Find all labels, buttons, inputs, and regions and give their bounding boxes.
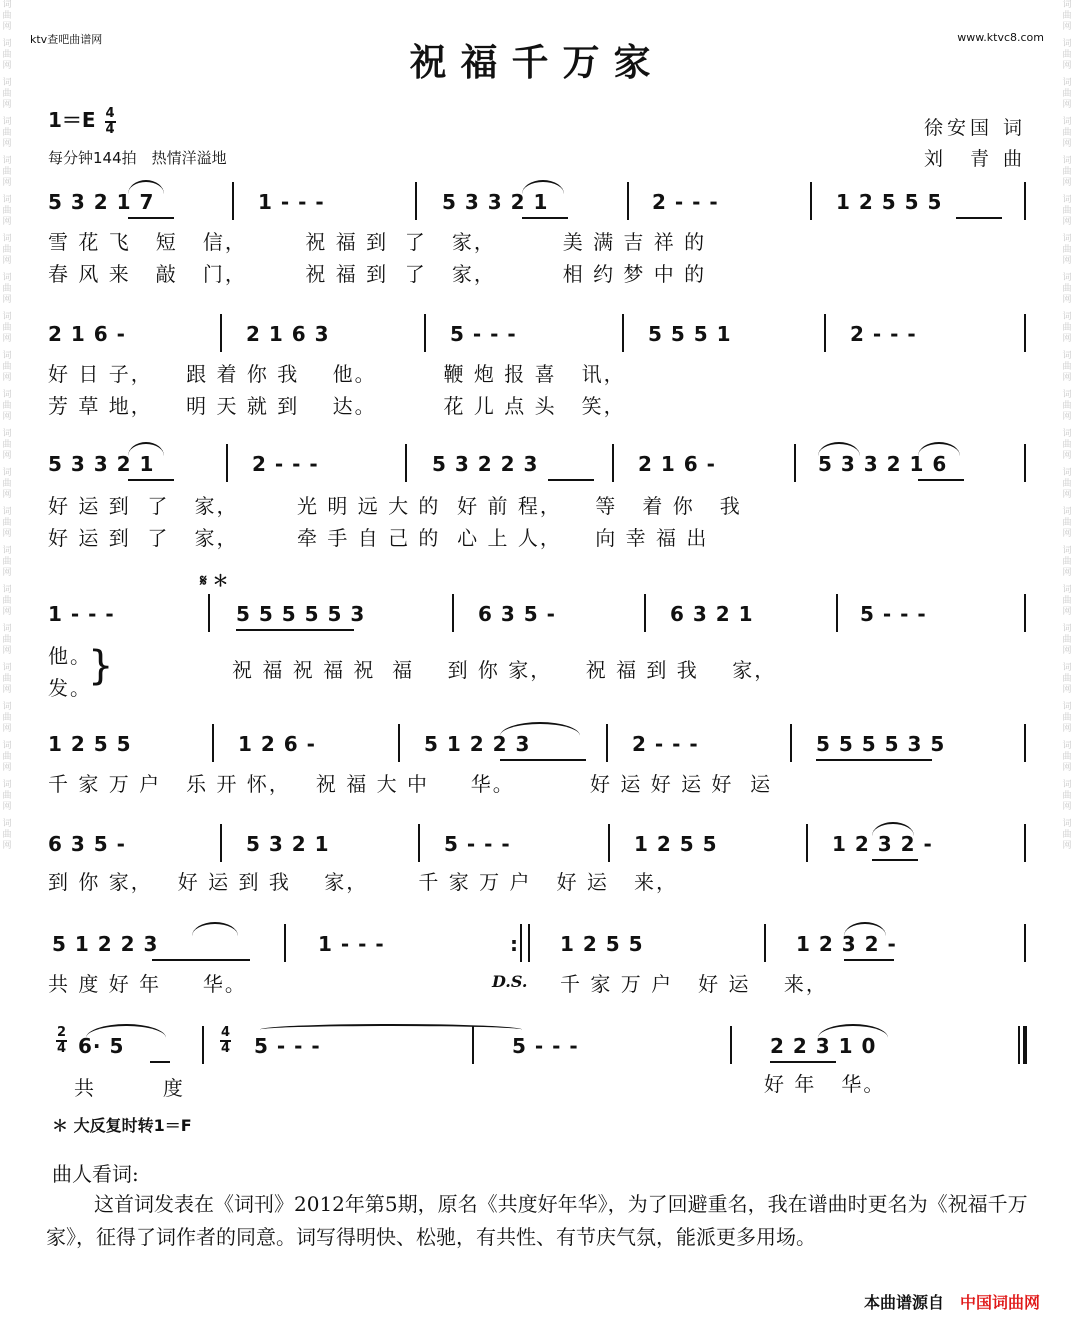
measure-5: 5 - - - <box>860 602 927 626</box>
beam-line <box>844 959 894 961</box>
lyric-line: 千 家 万 户 乐 开 怀， 祝 福 大 中 华。 好 运 好 运 好 运 <box>48 772 773 796</box>
ds-marking: D.S. <box>492 972 528 991</box>
meter-numerator: 2 <box>57 1025 67 1040</box>
measure-4: 6 3 2 1 <box>670 602 754 626</box>
beam-line <box>152 959 250 961</box>
side-watermark-text: 词曲网 <box>2 702 12 734</box>
slur <box>128 180 164 194</box>
verse-brace: } <box>88 643 114 689</box>
side-watermark-text: 词曲网 <box>1062 429 1072 461</box>
beam-line <box>522 217 568 219</box>
barline <box>284 924 286 962</box>
measure-2: 5 5 5 5 5 3 <box>236 602 366 626</box>
slur <box>918 442 960 456</box>
measure-1: 2 1 6 - <box>48 322 126 346</box>
barline <box>764 924 766 962</box>
barline <box>220 824 222 862</box>
side-watermark-text: 词曲网 <box>2 39 12 71</box>
beam-line <box>770 1061 836 1063</box>
slur <box>818 1024 888 1038</box>
barline <box>730 1026 732 1064</box>
side-watermark-text: 词曲网 <box>1062 819 1072 851</box>
barline <box>452 594 454 632</box>
barline <box>232 182 234 220</box>
side-watermark-text: 词曲网 <box>2 117 12 149</box>
repeat-dots: : <box>510 932 518 956</box>
footnote: ＊ 大反复时转1＝F <box>52 1116 192 1135</box>
measure-4: 1 2 3 2 - <box>796 932 897 956</box>
barline <box>1024 824 1026 862</box>
beam-line <box>918 479 964 481</box>
measure-2: 1 - - - <box>258 190 325 214</box>
meter-numerator: 4 <box>221 1025 231 1040</box>
slur <box>128 442 164 456</box>
side-watermark-text: 词曲网 <box>2 0 12 32</box>
beam-line <box>128 217 174 219</box>
repeat-barline <box>520 924 530 962</box>
measure-5: 1 2 5 5 5 <box>836 190 943 214</box>
beam-line <box>816 759 932 761</box>
slur <box>522 180 564 194</box>
slur <box>818 442 860 456</box>
side-watermark-text: 词曲网 <box>1062 156 1072 188</box>
measure-5: 5 5 5 5 3 5 <box>816 732 946 756</box>
lyric-verse-1: 好 日 子， 跟 着 你 我 他。 鞭 炮 报 喜 讯， <box>48 362 626 386</box>
side-watermark-text: 词曲网 <box>1062 468 1072 500</box>
side-watermark-text: 词曲网 <box>2 546 12 578</box>
lyricist-credit: 徐安国 词 <box>923 117 1026 139</box>
barline <box>612 444 614 482</box>
side-watermark-text: 词曲网 <box>2 819 12 851</box>
barline <box>212 724 214 762</box>
side-watermark-text: 词曲网 <box>1062 351 1072 383</box>
time-signature <box>105 107 116 137</box>
site-tag-right[interactable]: www.ktvc8.com <box>957 31 1044 44</box>
comment-text: 这首词发表在《词刊》2012年第5期，原名《共度好年华》，为了回避重名，我在谱曲时更名为《祝福千万家》，征得了词作者的同意。词写得明快、松驰，有共性、有节庆气氛，能派更多用场。 <box>46 1192 1028 1249</box>
measure-3: 5 1 2 2 3 <box>424 732 531 756</box>
measure-2: 2 1 6 3 <box>246 322 330 346</box>
barline <box>836 594 838 632</box>
lyric-line-ds: 千 家 万 户 好 运 来， <box>560 972 828 996</box>
measure-3: 5 3 2 2 3 <box>432 452 539 476</box>
meter-denominator: 4 <box>57 1041 67 1056</box>
time-signature <box>220 1026 231 1056</box>
side-watermark-text: 词曲网 <box>2 156 12 188</box>
measure-5: 2 - - - <box>850 322 917 346</box>
lyric-line-end: 好 年 华。 <box>764 1072 886 1096</box>
beam-line <box>548 479 594 481</box>
beam-line <box>500 759 586 761</box>
barline <box>208 594 210 632</box>
measure-1: 5 3 3 2 1 <box>48 452 155 476</box>
measure-4: 2 - - - <box>632 732 699 756</box>
key-signature <box>48 104 116 137</box>
lyric-line: 共 度 <box>74 1076 185 1100</box>
barline <box>424 314 426 352</box>
side-watermark-text: 词曲网 <box>2 390 12 422</box>
side-watermark-text: 词曲网 <box>1062 780 1072 812</box>
lyric-verse-2: 发。 <box>48 676 92 700</box>
composer-credit: 刘 青 曲 <box>923 148 1026 170</box>
side-watermark-right <box>1060 0 1074 1338</box>
meter-denominator: 4 <box>221 1041 231 1056</box>
side-watermark-text: 词曲网 <box>1062 39 1072 71</box>
barline <box>790 724 792 762</box>
side-watermark-text: 词曲网 <box>2 741 12 773</box>
measure-3: 5 - - - <box>444 832 511 856</box>
barline <box>608 824 610 862</box>
side-watermark-text: 词曲网 <box>1062 546 1072 578</box>
measure-1: 5 3 2 1 7 <box>48 190 155 214</box>
comment-heading: 曲人看词: <box>52 1162 139 1186</box>
side-watermark-text: 词曲网 <box>2 312 12 344</box>
side-watermark-text: 词曲网 <box>1062 507 1072 539</box>
segno-marks: 𝄋 ＊ <box>200 571 229 590</box>
measure-4: 2 1 6 - <box>638 452 716 476</box>
measure-1: 6· 5 <box>78 1034 125 1058</box>
measure-1: 5 1 2 2 3 <box>52 932 159 956</box>
side-watermark-text: 词曲网 <box>2 195 12 227</box>
lyric-verse-2: 好 运 到 了 家， 牵 手 自 己 的 心 上 人， 向 幸 福 出 <box>48 526 709 550</box>
side-watermark-text: 词曲网 <box>2 468 12 500</box>
barline <box>220 314 222 352</box>
barline <box>606 724 608 762</box>
lyric-verse-2: 芳 草 地， 明 天 就 到 达。 花 儿 点 头 笑， <box>48 394 626 418</box>
side-watermark-left <box>0 0 14 1338</box>
side-watermark-text: 词曲网 <box>1062 0 1072 32</box>
slur <box>500 722 580 736</box>
measure-3: 1 2 5 5 <box>560 932 644 956</box>
side-watermark-text: 词曲网 <box>1062 273 1072 305</box>
measure-2: 1 - - - <box>318 932 385 956</box>
beam-line <box>872 859 918 861</box>
lyric-chorus: 祝 福 祝 福 祝 福 到 你 家， 祝 福 到 我 家， <box>232 658 777 682</box>
measure-3: 5 - - - <box>450 322 517 346</box>
side-watermark-text: 词曲网 <box>2 624 12 656</box>
slur <box>844 922 886 936</box>
side-watermark-text: 词曲网 <box>1062 78 1072 110</box>
measure-3: 5 - - - <box>512 1034 579 1058</box>
measure-2: 2 - - - <box>252 452 319 476</box>
barline <box>824 314 826 352</box>
barline <box>398 724 400 762</box>
barline <box>415 182 417 220</box>
key-text: 1＝E <box>48 108 96 132</box>
measure-4: 1 2 5 5 <box>634 832 718 856</box>
measure-5: 5 3 3 2 1 6 <box>818 452 948 476</box>
measure-5: 1 2 3 2 - <box>832 832 933 856</box>
measure-4: 2 2 3 1 0 <box>770 1034 877 1058</box>
side-watermark-text: 词曲网 <box>1062 624 1072 656</box>
barline <box>226 444 228 482</box>
barline <box>806 824 808 862</box>
side-watermark-text: 词曲网 <box>1062 390 1072 422</box>
side-watermark-text: 词曲网 <box>1062 585 1072 617</box>
slur <box>872 822 914 836</box>
tempo-marking: 每分钟144拍 热情洋溢地 <box>48 149 227 167</box>
measure-4: 2 - - - <box>652 190 719 214</box>
side-watermark-text: 词曲网 <box>2 780 12 812</box>
barline <box>622 314 624 352</box>
side-watermark-text: 词曲网 <box>1062 702 1072 734</box>
side-watermark-text: 词曲网 <box>2 273 12 305</box>
lyric-line: 到 你 家， 好 运 到 我 家， 千 家 万 户 好 运 来， <box>48 870 679 894</box>
measure-2: 1 2 6 - <box>238 732 316 756</box>
barline <box>1024 182 1026 220</box>
side-watermark-text: 词曲网 <box>1062 312 1072 344</box>
barline <box>405 444 407 482</box>
lyric-verse-1: 他。 <box>48 644 92 668</box>
lyric-verse-1: 好 运 到 了 家， 光 明 远 大 的 好 前 程， 等 着 你 我 <box>48 494 742 518</box>
source-footer <box>864 1290 1040 1313</box>
lyric-line: 共 度 好 年 华。 <box>48 972 247 996</box>
side-watermark-text: 词曲网 <box>2 234 12 266</box>
side-watermark-text: 词曲网 <box>2 507 12 539</box>
barline <box>1024 724 1026 762</box>
beam-line <box>956 217 1002 219</box>
side-watermark-text: 词曲网 <box>1062 663 1072 695</box>
site-tag-left[interactable]: ktv查吧曲谱网 <box>30 33 103 46</box>
barline <box>794 444 796 482</box>
beam-line <box>236 629 354 631</box>
measure-2: 5 3 2 1 <box>246 832 330 856</box>
side-watermark-text: 词曲网 <box>1062 117 1072 149</box>
barline <box>202 1026 204 1064</box>
measure-1: 1 2 5 5 <box>48 732 132 756</box>
side-watermark-text: 词曲网 <box>1062 234 1072 266</box>
barline <box>1024 594 1026 632</box>
song-title: 祝福千万家 <box>409 40 665 84</box>
lyric-verse-1: 雪 花 飞 短 信， 祝 福 到 了 家， 美 满 吉 祥 的 <box>48 230 707 254</box>
side-watermark-text: 词曲网 <box>2 429 12 461</box>
side-watermark-text: 词曲网 <box>1062 195 1072 227</box>
measure-1: 1 - - - <box>48 602 115 626</box>
beam-line <box>128 479 174 481</box>
side-watermark-text: 词曲网 <box>2 78 12 110</box>
lyric-verse-2: 春 风 来 敲 门， 祝 福 到 了 家， 相 约 梦 中 的 <box>48 262 707 286</box>
time-signature <box>56 1026 67 1056</box>
meter-denominator: 4 <box>105 121 115 137</box>
barline <box>1024 924 1026 962</box>
barline <box>810 182 812 220</box>
footer-prefix: 本曲谱源自 <box>863 1293 944 1312</box>
measure-3: 5 3 3 2 1 <box>442 190 549 214</box>
tie <box>260 1024 522 1038</box>
footer-site-link[interactable]: 中国词曲网 <box>959 1293 1040 1312</box>
barline <box>418 824 420 862</box>
measure-2: 5 - - - <box>254 1034 321 1058</box>
meter-numerator: 4 <box>105 105 115 121</box>
slur <box>86 1024 166 1038</box>
side-watermark-text: 词曲网 <box>2 663 12 695</box>
final-barline <box>1018 1026 1027 1064</box>
barline <box>472 1026 474 1064</box>
measure-4: 5 5 5 1 <box>648 322 732 346</box>
barline <box>627 182 629 220</box>
side-watermark-text: 词曲网 <box>1062 741 1072 773</box>
barline <box>1024 444 1026 482</box>
barline <box>1024 314 1026 352</box>
side-watermark-text: 词曲网 <box>2 351 12 383</box>
side-watermark-text: 词曲网 <box>2 585 12 617</box>
slur <box>192 922 238 936</box>
measure-3: 6 3 5 - <box>478 602 556 626</box>
barline <box>644 594 646 632</box>
measure-1: 6 3 5 - <box>48 832 126 856</box>
beam-line <box>150 1061 170 1063</box>
